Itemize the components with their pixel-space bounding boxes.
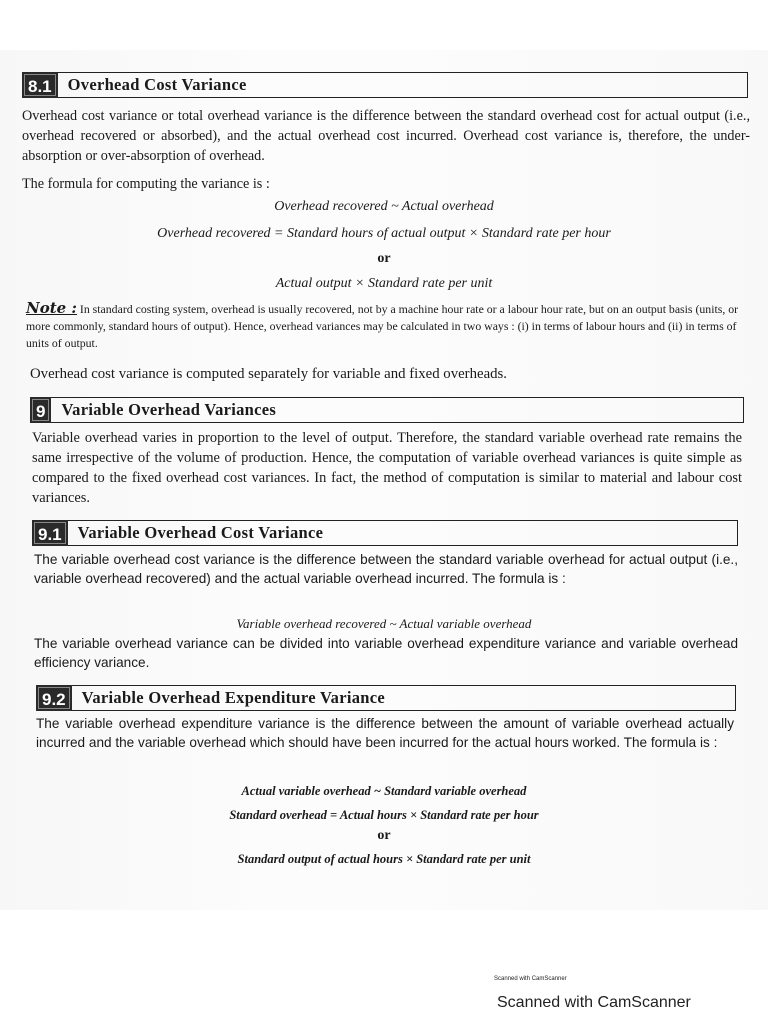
formula-variable-overhead-cost-variance: Variable overhead recovered ~ Actual variable overhead xyxy=(236,616,532,631)
variable-overhead-expenditure-variance-text: The variable overhead expenditure variance is the difference between the amount of variable overhead actually incurred and the variable overhead which should have been incurred for the actual hours worked. The formula is : xyxy=(36,716,734,750)
note-block xyxy=(26,300,748,352)
section-title: Variable Overhead Variances xyxy=(51,397,744,423)
or-label: or xyxy=(377,828,391,843)
section-title: Variable Overhead Cost Variance xyxy=(68,520,738,546)
section-9-1-heading xyxy=(32,520,738,546)
note-label: Note : xyxy=(26,299,77,317)
section-9-heading xyxy=(30,397,744,423)
scanner-watermark-small: Scanned with CamScanner xyxy=(494,976,567,982)
variable-overhead-variances-text: Variable overhead varies in proportion to the level of output. Therefore, the standard variable overhead rate remains the same irrespective of the volume of production. Hence, the computation of variable overhead variances is quite simple as compared to the fixed overhead cost variances. In fact, the method of computation is similar to material and labour cost variances. xyxy=(32,430,742,506)
formula-intro: The formula for computing the variance is : xyxy=(22,176,270,192)
variable-overhead-variance-division: The variable overhead variance can be divided into variable overhead expenditure variance and variable overhead efficiency variance. xyxy=(34,636,738,670)
formula-overhead-recovered-alt: Actual output × Standard rate per unit xyxy=(275,276,493,291)
section-number: 9 xyxy=(30,397,51,423)
section-number: 9.1 xyxy=(32,520,68,546)
variable-overhead-cost-variance-text: The variable overhead cost variance is the difference between the standard variable overhead for actual output (i.e., variable overhead recovered) and the actual variable overhead incurred. The formula is : xyxy=(34,552,738,586)
overhead-cost-variance-definition: Overhead cost variance or total overhead variance is the difference between the standard overhead cost for actual output (i.e., overhead recovered or absorbed), and the actual overhead cost incurred. Overhead cost variance is, therefore, the under-absorption or over-absorption of overhead. xyxy=(22,108,750,164)
section-9-2-heading xyxy=(36,685,736,711)
formula-overhead-cost-variance: Overhead recovered ~ Actual overhead xyxy=(274,199,494,214)
note-text: In standard costing system, overhead is usually recovered, not by a machine hour rate or a labour hour rate, but on an output basis (units, or more commonly, standard hours of output). Hence, overhead variances may be calculated in two ways : (i) in terms of labour hours and (ii) in terms of units of output. xyxy=(26,302,739,350)
section-title: Overhead Cost Variance xyxy=(58,72,748,98)
scanner-watermark: Scanned with CamScanner xyxy=(497,994,691,1011)
formula-standard-overhead: Standard overhead = Actual hours × Standard rate per hour xyxy=(229,808,539,822)
section-number: 8.1 xyxy=(22,72,58,98)
section-8-1-heading xyxy=(22,72,748,98)
formula-expenditure-variance: Actual variable overhead ~ Standard variable overhead xyxy=(241,784,527,798)
overhead-separation-statement: Overhead cost variance is computed separately for variable and fixed overheads. xyxy=(30,366,507,382)
formula-standard-overhead-alt: Standard output of actual hours × Standard rate per unit xyxy=(237,852,531,866)
formula-overhead-recovered: Overhead recovered = Standard hours of actual output × Standard rate per hour xyxy=(157,226,611,241)
or-label: or xyxy=(377,251,391,266)
section-title: Variable Overhead Expenditure Variance xyxy=(72,685,736,711)
section-number: 9.2 xyxy=(36,685,72,711)
